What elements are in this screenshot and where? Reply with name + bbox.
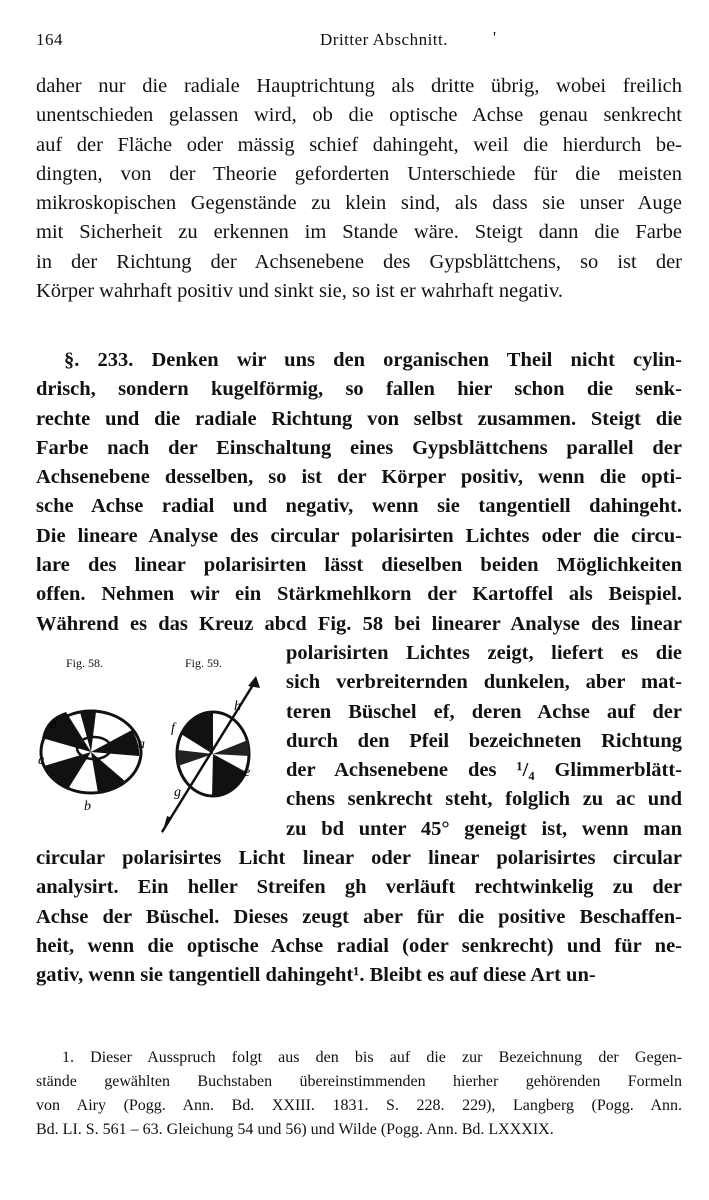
fig59-label: Fig. 59. [185,656,223,670]
footnote-line: stände gewählten Buchstaben übereinstimmenden hierher gehörenden Formeln [36,1073,682,1090]
fig58-drawing [38,711,145,814]
fig59-letter-f: f [171,721,175,736]
text-line: Während es das Kreuz abcd Fig. 58 bei linearer Analyse des linear [36,612,682,635]
text-line: unentschieden gelassen wird, ob die optische Achse genau senkrecht [36,104,682,127]
text-line: heit, wenn die optische Achse radial (oder senkrecht) und für ne- [36,934,682,957]
figures-block [22,652,272,840]
text-line: der Achsenebene des ¹/₄ Glimmerblätt- [286,759,682,782]
fig58-letter-b: b [84,799,91,814]
footnote-line: von Airy (Pogg. Ann. Bd. XXIII. 1831. S. 228. 229), Langberg (Pogg. Ann. [36,1097,682,1114]
text-line: auf der Fläche oder mässig schief dahingeht, weil die hierdurch be- [36,133,682,156]
text-line: drisch, sondern kugelförmig, so fallen hier schon die senk- [36,378,682,401]
running-title: Dritter Abschnitt. [320,30,448,49]
text-line: offen. Nehmen wir ein Stärkmehlkorn der Kartoffel als Beispiel. [36,583,682,606]
text-line: Farbe nach der Einschaltung eines Gypsblättchens parallel der [36,436,682,459]
paragraph-1 [36,72,682,306]
text-line: gativ, wenn sie tangentiell dahingeht¹. Bleibt es auf diese Art un- [36,964,596,987]
fig59-letter-e: e [244,765,251,780]
text-line: polarisirten Lichtes zeigt, liefert es die [286,641,682,664]
text-line: circular polarisirtes Licht linear oder linear polarisirtes circular [36,847,682,870]
fig59-drawing [162,676,260,834]
text-line: sche Achse radial und negativ, wenn sie tangentiell dahingeht. [36,495,682,518]
figure-drawings [22,652,272,840]
text-line: lare des linear polarisirten lässt dieselben beiden Möglichkeiten [36,554,682,577]
text-line: dingten, von der Theorie geforderten Unterschiede für die meisten [36,162,682,185]
text-line: Die lineare Analyse des circular polarisirten Lichtes oder die circu- [36,524,682,547]
text-line: in der Richtung der Achsenebene des Gypsblättchens, so ist der [36,250,682,273]
page-header [36,30,673,54]
fig59-letter-h: h [234,699,241,714]
text-line: mit Sicherheit zu erkennen im Stande wäre. Steigt dann die Farbe [36,221,682,244]
text-line: Achsenebene desselben, so ist der Körper positiv, wenn die opti- [36,466,682,489]
footnote-block [36,1046,682,1142]
footnote-line: 1. Dieser Ausspruch folgt aus den bis auf die zur Bezeichnung der Gegen- [62,1049,682,1066]
text-line: sich verbreiternden dunkelen, aber mat- [286,671,682,694]
page-number: 164 [36,30,63,49]
footnote-line: Bd. LI. S. 561 – 63. Gleichung 54 und 56) und Wilde (Pogg. Ann. Bd. LXXXIX. [36,1121,554,1138]
text-line: rechte und die radiale Richtung von selbst zusammen. Steigt die [36,407,682,430]
text-line: daher nur die radiale Hauptrichtung als dritte übrig, wobei freilich [36,75,682,97]
text-line: mikroskopischen Gegenstände zu klein sind, als dass sie unser Auge [36,192,682,215]
header-mark: ' [493,28,497,47]
text-line: zu bd unter 45° geneigt ist, wenn man [286,817,682,840]
text-line: Achse der Büschel. Dieses zeugt aber für die positive Beschaffen- [36,905,682,928]
text-line: §. 233. Denken wir uns den organischen Theil nicht cylin- [64,349,682,371]
fig58-letter-d: d [50,717,57,732]
fig58-label: Fig. 58. [66,656,104,670]
text-line: durch den Pfeil bezeichneten Richtung [286,729,682,752]
text-line: Körper wahrhaft positiv und sinkt sie, so ist er wahrhaft negativ. [36,280,563,303]
fig58-letter-c: c [38,753,45,768]
text-line: chens senkrecht steht, folglich zu ac und [286,788,682,811]
text-line: teren Büschel ef, deren Achse auf der [286,700,682,723]
text-line: analysirt. Ein heller Streifen gh verläuft rechtwinkelig zu der [36,876,682,899]
fig58-letter-a: a [138,737,145,752]
fig59-letter-g: g [174,785,181,800]
